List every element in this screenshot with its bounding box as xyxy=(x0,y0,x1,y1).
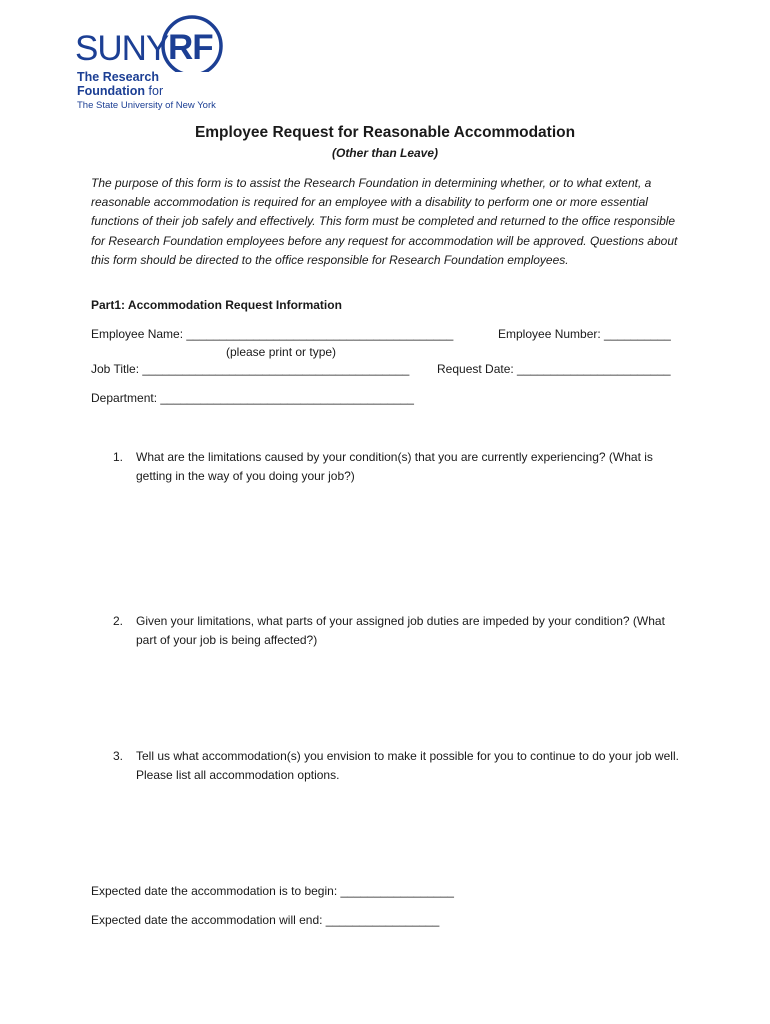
question-2-number: 2. xyxy=(113,614,124,628)
logo-line-3: The State University of New York xyxy=(77,100,216,111)
logo-line-2 xyxy=(77,84,163,98)
logo-suny-text: SUNY xyxy=(75,29,169,68)
question-3-text: Tell us what accommodation(s) you envision to make it possible for you to continue to do your job well. Please list all accommodation options. xyxy=(136,749,679,782)
form-title: Employee Request for Reasonable Accommodation xyxy=(194,124,576,141)
suny-rf-logo xyxy=(74,14,234,114)
department-field[interactable]: Department: ______________________________________ xyxy=(91,391,414,405)
job-title-field[interactable]: Job Title: ________________________________________ xyxy=(91,362,410,376)
question-1-text: What are the limitations caused by your condition(s) that you are currently experiencing? (What is getting in the way of you doing your job?) xyxy=(136,450,653,483)
suny-rf-logo-mark xyxy=(74,14,234,72)
expected-end-field[interactable]: Expected date the accommodation will end: _________________ xyxy=(91,913,440,927)
question-2-text: Given your limitations, what parts of your assigned job duties are impeded by your condition? (What part of your job is being affected?) xyxy=(136,614,665,647)
question-3-number: 3. xyxy=(113,749,124,763)
employee-name-field[interactable]: Employee Name: ________________________________________ xyxy=(91,327,454,341)
print-hint: (please print or type) xyxy=(226,345,337,359)
form-subtitle: (Other than Leave) xyxy=(331,146,439,160)
part1-heading: Part1: Accommodation Request Information xyxy=(91,298,342,312)
request-date-field[interactable]: Request Date: _______________________ xyxy=(437,362,671,376)
question-1-number: 1. xyxy=(113,450,124,464)
logo-rf-text: RF xyxy=(168,28,213,67)
employee-number-field[interactable]: Employee Number: __________ xyxy=(498,327,671,341)
expected-begin-field[interactable]: Expected date the accommodation is to begin: _________________ xyxy=(91,884,454,898)
logo-for: for xyxy=(145,84,164,98)
logo-line-1: The Research xyxy=(77,70,159,84)
logo-foundation: Foundation xyxy=(77,84,146,98)
purpose-paragraph: The purpose of this form is to assist the Research Foundation in determining whether, or to what extent, a reasonable accommodation is required for an employee with a disability to perform one or more essential functions of their job safely and effectively. This form must be completed and returned to the office responsible for Research Foundation employees before any request for accommodation will be approved. Questions about this form should be directed to the office responsible for Research Foundation employees. xyxy=(91,176,678,267)
